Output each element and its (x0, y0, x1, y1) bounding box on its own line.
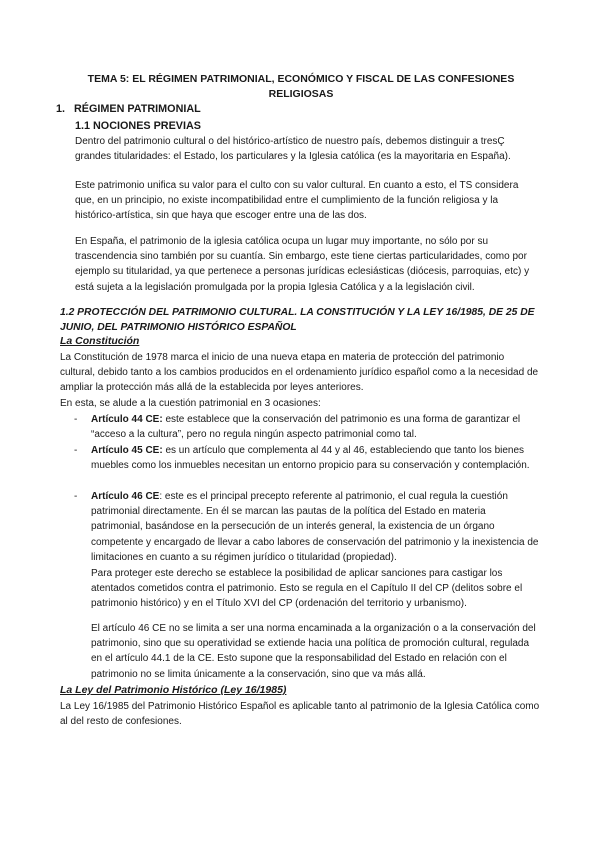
subheading-constitucion: La Constitución (60, 335, 140, 347)
subsection-heading: 1.1 NOCIONES PREVIAS (75, 120, 201, 132)
list-item-articulo-45 (60, 443, 540, 473)
document-title: TEMA 5: EL RÉGIMEN PATRIMONIAL, ECONÓMICO Y FISCAL DE LAS CONFESIONES RELIGIOSAS (87, 73, 515, 100)
subsection-heading-proteccion: 1.2 PROTECCIÓN DEL PATRIMONIO CULTURAL. LA CONSTITUCIÓN Y LA LEY 16/1985, DE 25 DE JUNIO, DEL PATRIMONIO HISTÓRICO ESPAÑOL (60, 307, 535, 333)
bullet-label: Artículo 46 CE (91, 491, 160, 502)
bullet-dash: - (74, 414, 78, 425)
bullet-label: Artículo 45 CE: (91, 445, 163, 456)
section-number: 1. (56, 103, 66, 115)
list-item-articulo-46 (60, 489, 540, 565)
paragraph-patrimonio-iglesia: En España, el patrimonio de la iglesia católica ocupa un lugar muy importante, no sólo por su trascendencia sino también por su cuantía. Sin embargo, este tiene ciertas particularidades, como por ejemplo su titularidad, ya que pertenece a personas jurídicas eclesiásticas (diócesis, parroquias, etc) y está sujeta a la legislación promulgada por la propia Iglesia Católica y a la legislación civil. (75, 236, 530, 293)
bullet-text: : este es el principal precepto referente al patrimonio, el cual regula la cuestión patrimonial directamente. En él se marcan las pautas de la política del Estado en materia patrimonial, basándose en la persecución de un interés general, la existencia de un órgano competente y encargado de llevar a cabo labores de conservación del patrimonio y la inexistencia de limitaciones en cuanto a su régimen jurídico o titularidad (propiedad). (91, 491, 539, 563)
subheading-ley-patrimonio: La Ley del Patrimonio Histórico (Ley 16/1985) (60, 684, 287, 696)
section-heading (56, 102, 201, 117)
bullet-text: este establece que la conservación del patrimonio es una forma de garantizar el “acceso a la cultura”, pero no regula ningún aspecto patrimonial como tal. (91, 414, 521, 441)
paragraph-valor-culto: Este patrimonio unifica su valor para el culto con su valor cultural. En cuanto a esto, el TS considera que, en un principio, no existe incompatibilidad entre el cumplimiento de la función religiosa y la histórico-artística, sin que haya que escoger entre una de las dos. (75, 180, 519, 222)
paragraph-articulo-46: El artículo 46 CE no se limita a ser una norma encaminada a la organización o a la conservación del patrimonio, sino que su operatividad se extiende hacia una política de promoción cultural, regulada en el artículo 44.1 de la CE. Esto supone que la responsabilidad del Estado en relación con el patrimonio no se limita únicamente a la conservación, sino que va más allá. (91, 623, 536, 680)
paragraph-ley-16-1985: La Ley 16/1985 del Patrimonio Histórico Español es aplicable tanto al patrimonio de la Iglesia Católica como al del resto de confesiones. (60, 701, 540, 728)
paragraph-sanciones: Para proteger este derecho se establece la posibilidad de aplicar sanciones para castigar los atentados cometidos contra el patrimonio. Esto se regula en el Capítulo II del CP (delitos sobre el patrimonio histórico) y en el Título XVI del CP (ordenación del territorio y urbanismo). (91, 568, 523, 610)
bullet-dash: - (74, 491, 78, 502)
bullet-text: es un artículo que complementa al 44 y al 46, estableciendo que tanto los bienes muebles como los inmuebles necesitan un entorno propicio para su conservación y contemplación. (91, 445, 530, 472)
paragraph-constitucion-intro: La Constitución de 1978 marca el inicio de una nueva etapa en materia de protección del patrimonio cultural, debido tanto a los cambios producidos en el ordenamiento jurídico español como a la necesidad de ampliar la protección más allá de la establecida por leyes anteriores. (60, 352, 539, 394)
bullet-label: Artículo 44 CE: (91, 414, 163, 425)
bullet-dash: - (74, 445, 78, 456)
list-item-articulo-44 (60, 412, 540, 442)
paragraph-titularidades: Dentro del patrimonio cultural o del histórico-artístico de nuestro país, debemos distinguir a tresÇ grandes titularidades: el Estado, los particulares y la Iglesia católica (es la mayoritaria en España). (75, 136, 511, 163)
section-heading-text: RÉGIMEN PATRIMONIAL (74, 103, 201, 115)
paragraph-constitucion-ocasiones: En esta, se alude a la cuestión patrimonial en 3 ocasiones: (60, 398, 321, 409)
